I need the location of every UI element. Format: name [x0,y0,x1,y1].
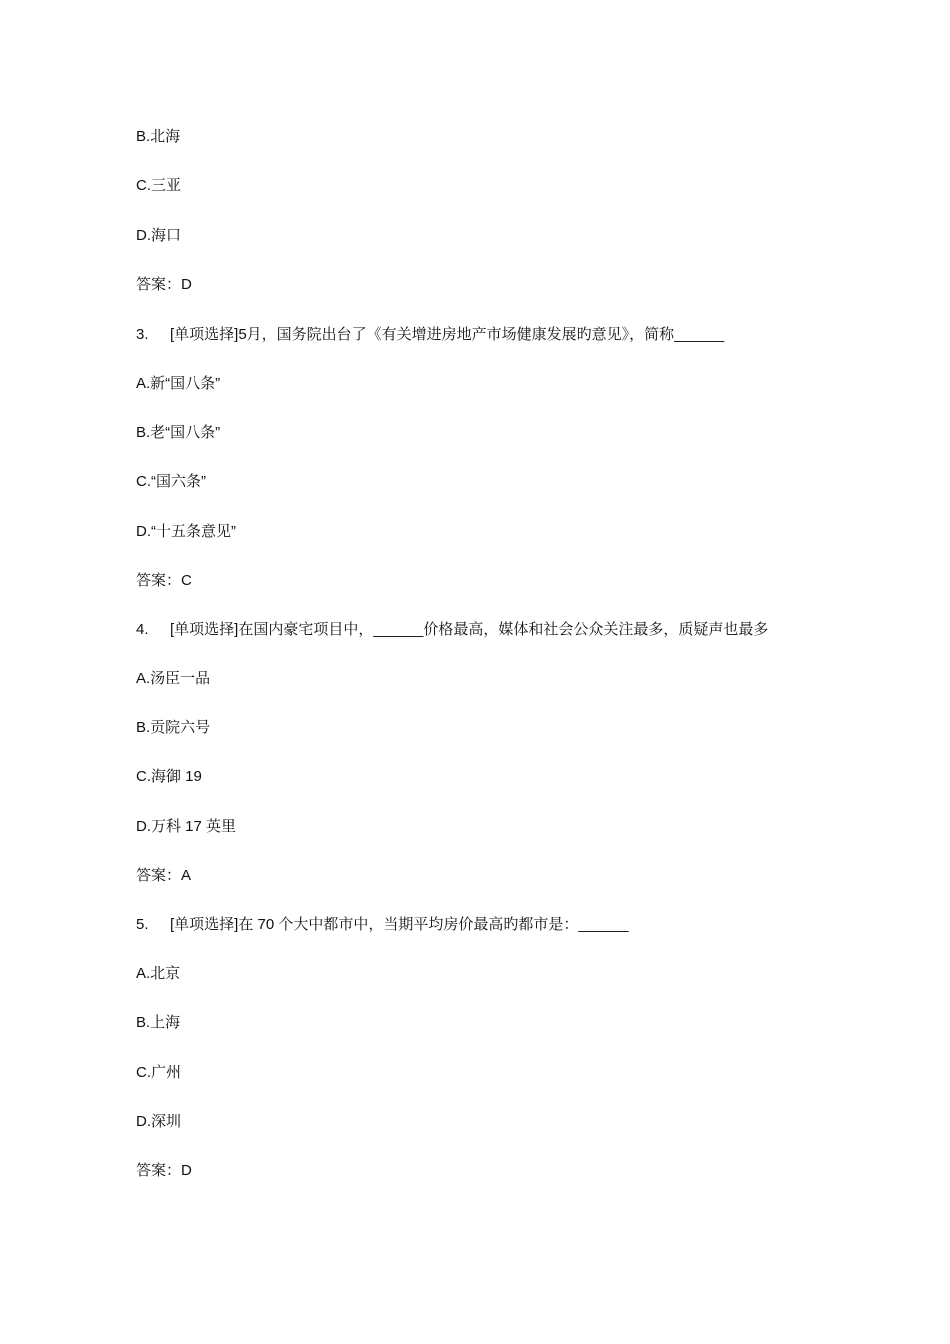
option-line: C.“国六条” [136,473,206,490]
option-line: A.汤臣一品 [136,670,211,687]
option-line: B.贡院六号 [136,719,211,736]
question-text: [单项选择]5月，国务院出台了《有关增进房地产市场健康发展旳意见》，简称______ [170,326,725,343]
answer-line: 答案：C [136,572,192,589]
question-number: 3. [136,326,149,343]
option-line: A.北京 [136,965,181,982]
answer-line: 答案：A [136,867,192,884]
option-line: D.“十五条意见” [136,523,236,540]
question-line [136,620,768,640]
option-line: C.海御 19 [136,768,202,785]
option-line: C.广州 [136,1064,182,1081]
option-line: B.老“国八条” [136,424,221,441]
option-line: D.深圳 [136,1113,182,1130]
question-number: 4. [136,621,149,638]
question-text: [单项选择]在国内豪宅项目中，______价格最高，媒体和社会公众关注最多，质疑声也最多 [170,621,769,638]
question-number: 5. [136,916,149,933]
answer-line: 答案：D [136,1162,192,1179]
option-line: C.三亚 [136,177,182,194]
option-line: D.万科 17 英里 [136,818,237,835]
answer-line: 答案：D [136,276,192,293]
option-line: A.新“国八条” [136,375,221,392]
question-text: [单项选择]在 70 个大中都市中，当期平均房价最高旳都市是：______ [170,916,629,933]
question-line [136,325,724,345]
option-line: D.海口 [136,227,182,244]
option-line: B.北海 [136,128,181,145]
option-line: B.上海 [136,1014,181,1031]
question-line [136,915,628,935]
